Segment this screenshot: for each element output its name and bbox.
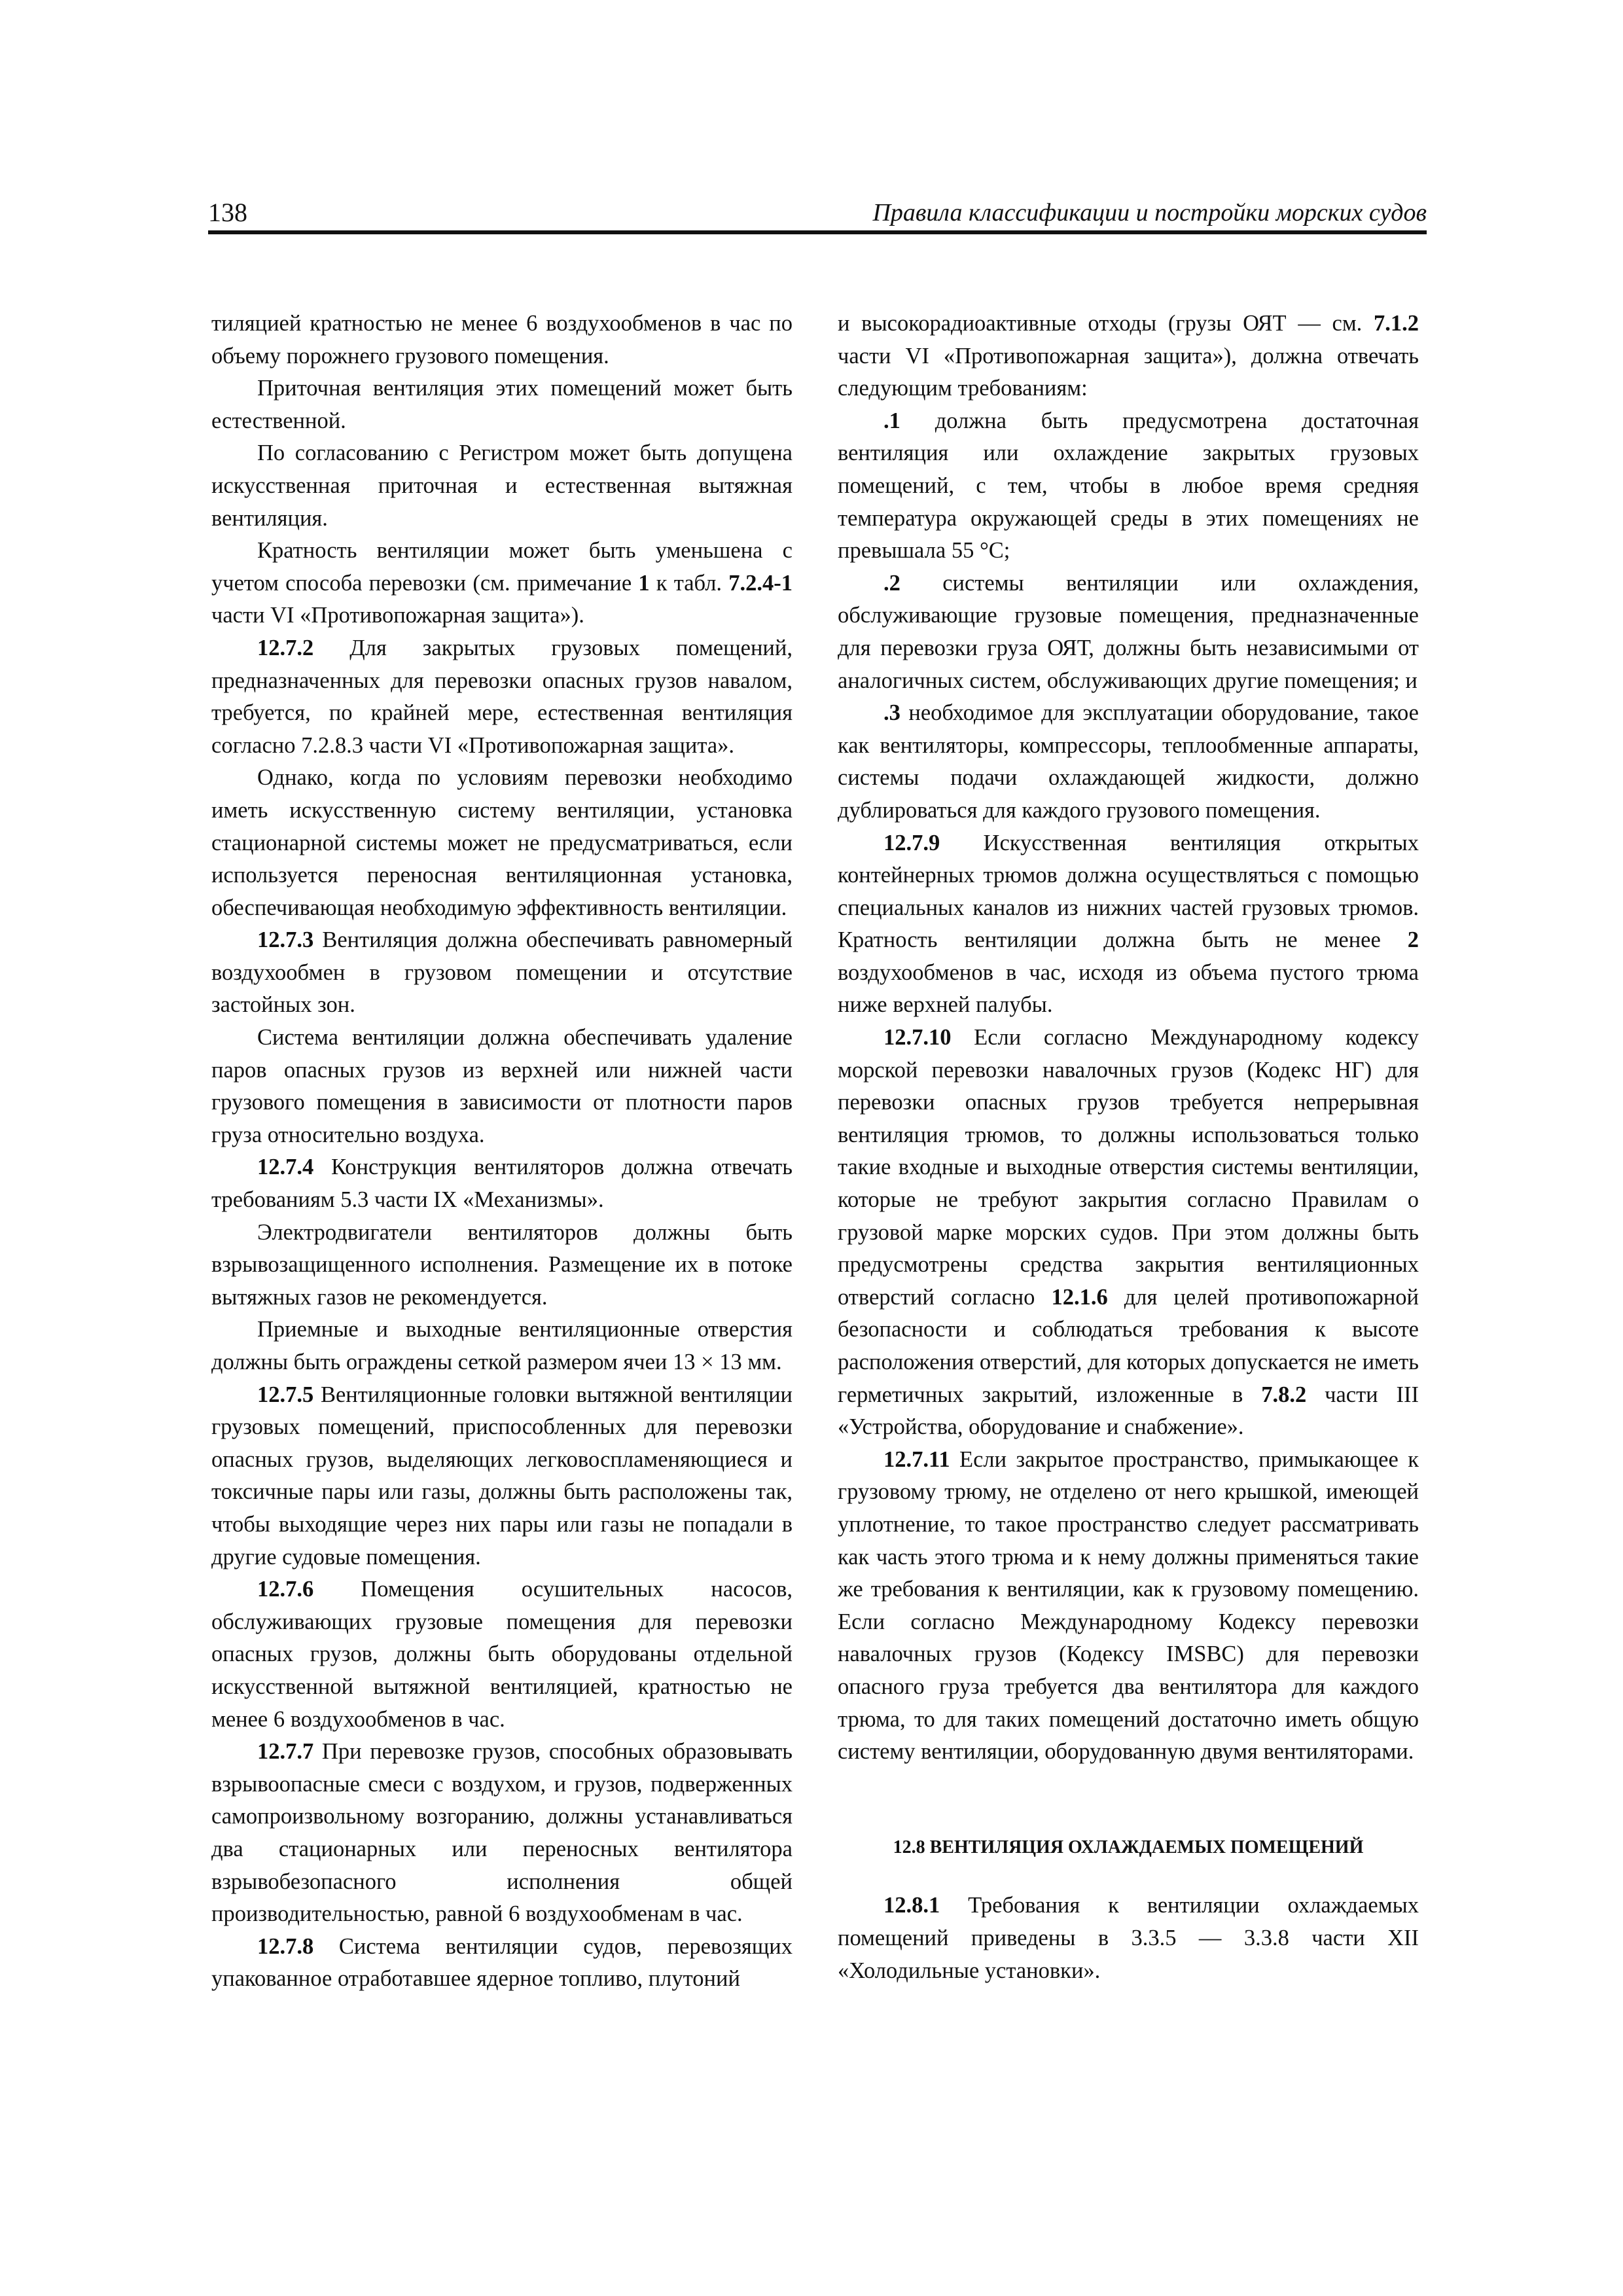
paragraph-text: части VI «Противопожарная защита»), должна отвечать следующим требованиям: — [838, 343, 1419, 401]
paragraph-text: Искусственная вентиляция открытых контейнерных трюмов должна осуществляться с помощью специальных каналов из нижних частей грузовых трюмов. Кратность вентиляции должна быть не менее — [838, 830, 1419, 953]
item-number: .2 — [883, 570, 901, 596]
paragraph: тиляцией кратностью не менее 6 воздухообменов в час по объему порожнего грузового помещения. — [211, 311, 793, 368]
list-item — [838, 405, 1419, 567]
clause-number: 12.7.8 — [257, 1933, 314, 1959]
clause-number: 12.7.2 — [257, 635, 314, 660]
clause-number: 12.7.5 — [257, 1382, 314, 1407]
paragraph — [211, 1931, 793, 1996]
paragraph-text: Вентиляционные головки вытяжной вентиляции грузовых помещений, приспособленных для перевозки опасных грузов, выделяющих легковоспламеняющиеся и токсичные пары или газы, должны быть расположены так, чтобы выходящие через них пары или газы не попадали в другие судовые помещения. — [211, 1382, 793, 1570]
paragraph-text: необходимое для эксплуатации оборудование, такое как вентиляторы, компрессоры, теплообменные аппараты, системы подачи охлаждающей жидкости, должно дублироваться для каждого грузового помещения. — [838, 700, 1419, 823]
clause-number: 12.8.1 — [883, 1893, 940, 1918]
paragraph — [211, 1736, 793, 1931]
running-title: Правила классификации и постройки морских судов — [872, 199, 1427, 226]
value-highlight: 2 — [1407, 927, 1419, 953]
page-header — [208, 196, 1427, 229]
paragraph: Приточная вентиляция этих помещений может быть естественной. — [211, 376, 793, 433]
paragraph-text: части VI «Противопожарная защита»). — [211, 603, 584, 628]
paragraph — [838, 1444, 1419, 1768]
paragraph-text: воздухообменов в час, исходя из объема пустого трюма ниже верхней палубы. — [838, 960, 1419, 1018]
paragraph: Система вентиляции должна обеспечивать удаление паров опасных грузов из верхней или нижней части грузового помещения в зависимости от плотности паров груза относительно воздуха. — [211, 1025, 793, 1147]
paragraph — [211, 632, 793, 762]
list-item — [838, 567, 1419, 697]
paragraph — [211, 1379, 793, 1574]
section-heading: 12.8 ВЕНТИЛЯЦИЯ ОХЛАЖДАЕМЫХ ПОМЕЩЕНИЙ — [893, 1837, 1364, 1857]
paragraph-text: Если согласно Международному кодексу морской перевозки навалочных грузов (Кодекс НГ) для перевозки опасных грузов требуется непрерывная вентиляция трюмов, то должны использоваться только такие входные и выходные отверстия системы вентиляции, которые не требуют закрытия согласно Правилам о грузовой марке морских судов. При этом должны быть предусмотрены средства закрытия вентиляционных отверстий согласно — [838, 1025, 1419, 1310]
paragraph — [838, 308, 1419, 405]
clause-number: 12.7.7 — [257, 1739, 314, 1765]
paragraph-text: Требования к вентиляции охлаждаемых помещений приведены в 3.3.5 — 3.3.8 части XII «Холодильные установки». — [838, 1893, 1419, 1983]
paragraph-text: к табл. — [649, 570, 729, 596]
paragraph-text: При перевозке грузов, способных образовывать взрывоопасные смеси с воздухом, и грузов, подверженных самопроизвольному возгоранию, должны устанавливаться два стационарных или переносных вентилятора взрывобезопасного исполнения общей производительностью, равной 6 воздухообменам в час. — [211, 1739, 793, 1927]
paragraph-text: должна быть предусмотрена достаточная вентиляция или охлаждение закрытых грузовых помещений, с тем, чтобы в любое время средняя температура окружающей среды в этих помещениях не превышала 55 °С; — [838, 408, 1419, 564]
note-ref: 1 — [638, 570, 650, 596]
clause-number: 12.7.6 — [257, 1577, 314, 1602]
paragraph-text: Для закрытых грузовых помещений, предназначенных для перевозки опасных грузов навалом, требуется, по крайней мере, естественная вентиляция согласно 7.2.8.3 части VI «Противопожарная защита». — [211, 635, 793, 758]
paragraph: Приемные и выходные вентиляционные отверстия должны быть ограждены сеткой размером ячеи 13 × 13 мм. — [211, 1317, 793, 1374]
paragraph-text: Кратность вентиляции может быть уменьшена с учетом способа перевозки (см. примечание — [211, 538, 793, 596]
paragraph-text: Помещения осушительных насосов, обслуживающих грузовые помещения для перевозки опасных грузов, должны быть оборудованы отдельной искусственной вытяжной вентиляцией, кратностью не менее 6 воздухообменов в час. — [211, 1577, 793, 1732]
paragraph-text: и высокорадиоактивные отходы (грузы ОЯТ — см. — [838, 311, 1374, 336]
paragraph: Электродвигатели вентиляторов должны быть взрывозащищенного исполнения. Размещение их в потоке вытяжных газов не рекомендуется. — [211, 1219, 793, 1310]
paragraph — [838, 1022, 1419, 1444]
paragraph — [211, 535, 793, 632]
paragraph — [838, 827, 1419, 1022]
paragraph-text: Если закрытое пространство, примыкающее к грузовому трюму, не отделено от него крышкой, имеющей уплотнение, то такое пространство следует рассматривать как часть этого трюма и к нему должны применяться такие же требования к вентиляции, как к грузовому помещению. Если согласно Международному Кодексу перевозки навалочных грузов (Кодексу IMSBC) для перевозки опасного груза требуется два вентилятора для каждого трюма, то для таких помещений достаточно иметь общую систему вентиляции, оборудованную двумя вентиляторами. — [838, 1446, 1419, 1765]
paragraph: Однако, когда по условиям перевозки необходимо иметь искусственную систему вентиляции, установка стационарной системы может не предусматриваться, если используется переносная вентиляционная установка, обеспечивающая необходимую эффективность вентиляции. — [211, 765, 793, 920]
clause-ref: 7.8.2 — [1261, 1382, 1307, 1407]
clause-number: 12.7.10 — [883, 1025, 952, 1050]
clause-number: 12.7.4 — [257, 1155, 314, 1180]
clause-number: 12.7.3 — [257, 927, 314, 953]
item-number: .1 — [883, 408, 901, 433]
paragraph-text: Вентиляция должна обеспечивать равномерный воздухообмен в грузовом помещении и отсутствие застойных зон. — [211, 927, 793, 1018]
clause-ref: 12.1.6 — [1051, 1284, 1108, 1310]
paragraph — [838, 1890, 1419, 1987]
header-rule — [208, 230, 1427, 234]
clause-number: 12.7.9 — [883, 830, 940, 855]
paragraph-text: части III «Устройства, оборудование и снабжение». — [838, 1382, 1419, 1440]
left-column — [211, 308, 793, 1996]
paragraph — [211, 1573, 793, 1736]
paragraph-text: Конструкция вентиляторов должна отвечать требованиям 5.3 части IX «Механизмы». — [211, 1155, 793, 1213]
paragraph — [211, 1151, 793, 1216]
paragraph — [211, 924, 793, 1022]
list-item — [838, 697, 1419, 827]
right-column — [838, 308, 1419, 1987]
table-ref: 7.2.4-1 — [728, 570, 793, 596]
paragraph: По согласованию с Регистром может быть допущена искусственная приточная и естественная вытяжная вентиляция. — [211, 440, 793, 531]
clause-ref: 7.1.2 — [1374, 311, 1419, 336]
paragraph-text: Система вентиляции судов, перевозящих упакованное отработавшее ядерное топливо, плутоний — [211, 1933, 793, 1992]
item-number: .3 — [883, 700, 901, 726]
page-number: 138 — [208, 198, 247, 227]
clause-number: 12.7.11 — [883, 1446, 950, 1472]
paragraph-text: системы вентиляции или охлаждения, обслуживающие грузовые помещения, предназначенные для перевозки груза ОЯТ, должны быть независимыми от аналогичных систем, обслуживающих другие помещения; и — [838, 570, 1419, 693]
paragraph-text: для целей противопожарной безопасности и соблюдаться требования к высоте расположения отверстий, для которых допускается не иметь герметичных закрытий, изложенные в — [838, 1284, 1419, 1407]
